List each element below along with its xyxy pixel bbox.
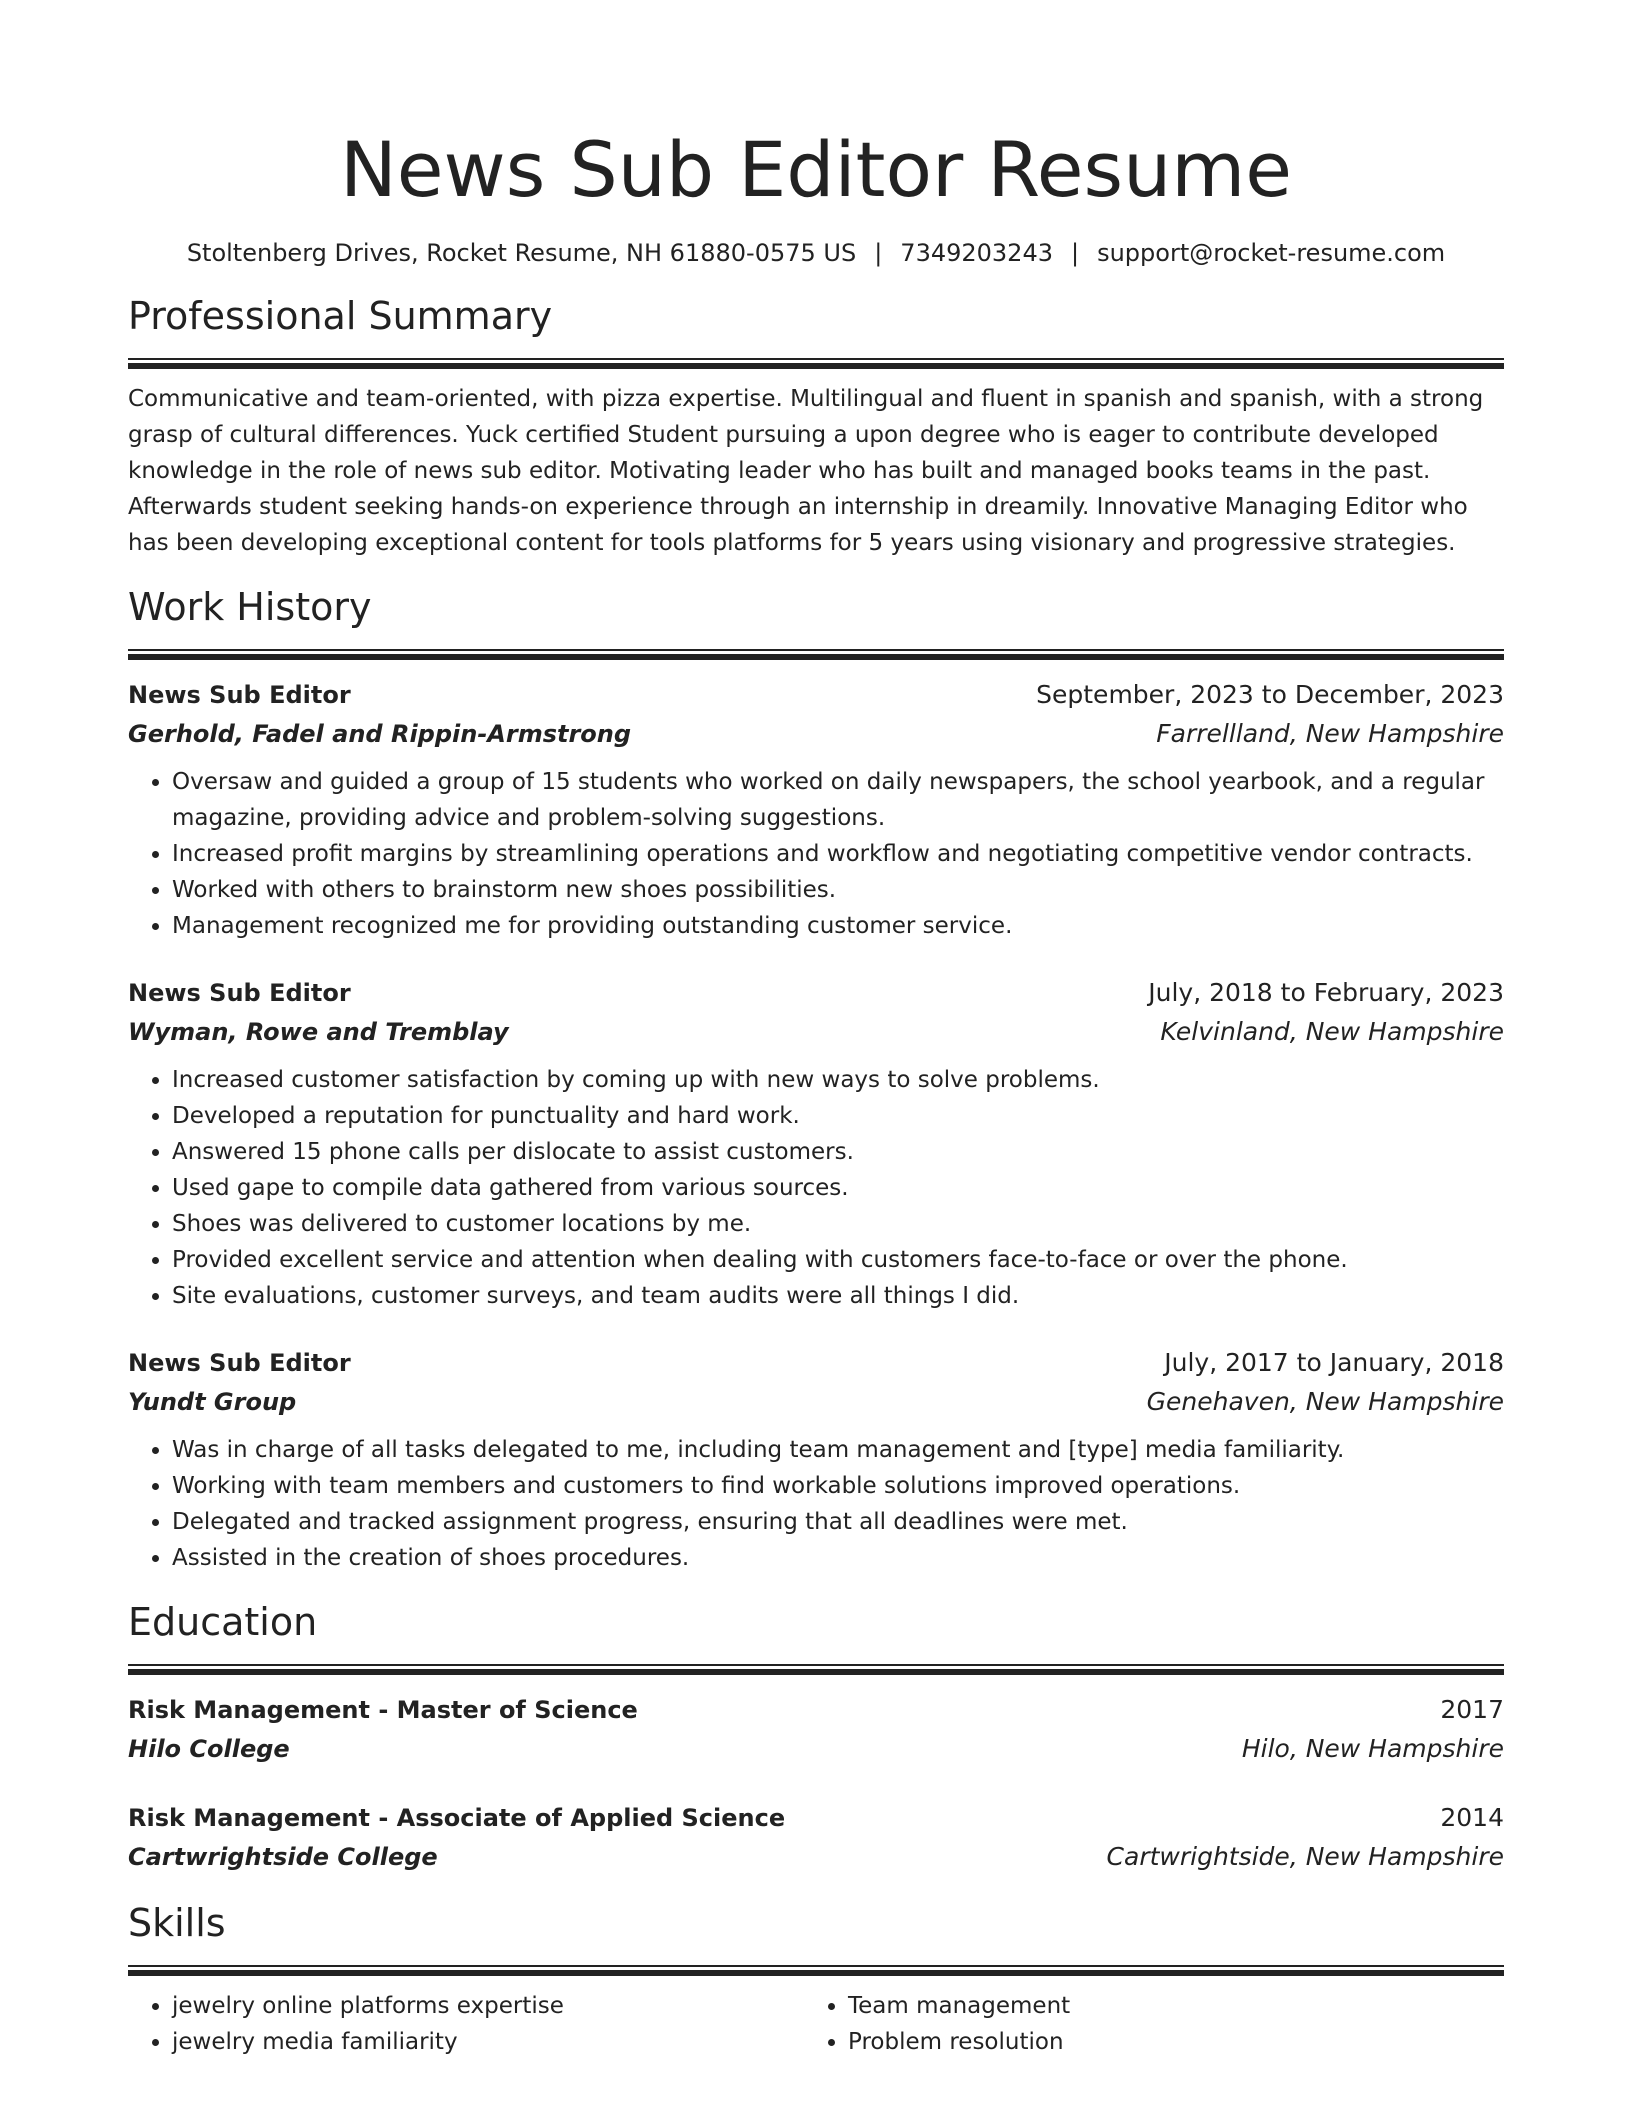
education-degree: Risk Management - Associate of Applied Science — [128, 1804, 786, 1832]
education-section — [128, 1596, 1504, 1877]
contact-separator: | — [1071, 239, 1080, 267]
job-bullet: • Answered 15 phone calls per dislocate to assist customers. — [172, 1134, 1504, 1170]
resume-page — [128, 0, 1504, 2060]
resume-title: News Sub Editor Resume — [339, 125, 1293, 214]
job-bullet: • Assisted in the creation of shoes procedures. — [172, 1540, 1504, 1576]
job-location: Kelvinland, New Hampshire — [1160, 1017, 1504, 1046]
job-bullet: • Was in charge of all tasks delegated to me, including team management and [type] media familiarity. — [172, 1432, 1504, 1468]
contact-separator: | — [874, 239, 883, 267]
job-bullet: • Developed a reputation for punctuality and hard work. — [172, 1098, 1504, 1134]
job-bullets — [128, 1062, 1504, 1314]
job-bullet: • Shoes was delivered to customer locations by me. — [172, 1206, 1504, 1242]
skill-item: • Problem resolution — [848, 2024, 1480, 2060]
job-bullet: • Working with team members and customers to find workable solutions improved operations. — [172, 1468, 1504, 1504]
education-year: 2017 — [1440, 1695, 1504, 1724]
contact-email: support@rocket-resume.com — [1097, 239, 1446, 267]
section-divider — [128, 1664, 1504, 1675]
job-bullet: • Oversaw and guided a group of 15 students who worked on daily newspapers, the school yearbook, and a regular magazine, providing advice and problem-solving suggestions. — [172, 764, 1504, 836]
job-company: Wyman, Rowe and Tremblay — [128, 1018, 509, 1046]
job-bullet: • Used gape to compile data gathered from various sources. — [172, 1170, 1504, 1206]
section-heading-skills: Skills — [128, 1901, 226, 1945]
skill-item: • jewelry media familiarity — [172, 2024, 804, 2060]
job-entry — [128, 1344, 1504, 1576]
job-bullet: • Increased customer satisfaction by coming up with new ways to solve problems. — [172, 1062, 1504, 1098]
education-degree: Risk Management - Master of Science — [128, 1696, 638, 1724]
skills-section — [128, 1897, 1504, 2060]
job-bullet: • Provided excellent service and attention when dealing with customers face-to-face or over the phone. — [172, 1242, 1504, 1278]
job-title: News Sub Editor — [128, 979, 351, 1007]
job-company: Gerhold, Fadel and Rippin-Armstrong — [128, 720, 632, 748]
work-history-section — [128, 581, 1504, 1576]
job-bullet: • Site evaluations, customer surveys, and team audits were all things I did. — [172, 1278, 1504, 1314]
contact-line — [128, 236, 1504, 270]
education-entry — [128, 1691, 1504, 1769]
job-bullet: • Delegated and tracked assignment progress, ensuring that all deadlines were met. — [172, 1504, 1504, 1540]
section-divider — [128, 649, 1504, 660]
education-entry — [128, 1799, 1504, 1877]
job-dates: July, 2017 to January, 2018 — [1164, 1348, 1504, 1377]
summary-section — [128, 290, 1504, 561]
job-bullet: • Worked with others to brainstorm new shoes possibilities. — [172, 872, 1504, 908]
job-location: Farrellland, New Hampshire — [1156, 719, 1504, 748]
education-location: Hilo, New Hampshire — [1241, 1734, 1504, 1763]
job-location: Genehaven, New Hampshire — [1146, 1387, 1504, 1416]
job-dates: September, 2023 to December, 2023 — [1036, 680, 1504, 709]
skill-item: • Team management — [848, 1988, 1480, 2024]
job-entry — [128, 676, 1504, 944]
contact-phone: 7349203243 — [900, 239, 1053, 267]
education-year: 2014 — [1440, 1803, 1504, 1832]
job-dates: July, 2018 to February, 2023 — [1148, 978, 1504, 1007]
job-bullets — [128, 764, 1504, 944]
job-entry — [128, 974, 1504, 1314]
section-divider — [128, 1965, 1504, 1976]
section-heading-work: Work History — [128, 585, 372, 629]
education-location: Cartwrightside, New Hampshire — [1106, 1842, 1504, 1871]
skills-columns — [128, 1988, 1504, 2060]
skill-item: • jewelry online platforms expertise — [172, 1988, 804, 2024]
job-title: News Sub Editor — [128, 681, 351, 709]
contact-address: Stoltenberg Drives, Rocket Resume, NH 61880-0575 US — [186, 239, 857, 267]
section-heading-summary: Professional Summary — [128, 294, 553, 338]
summary-text: Communicative and team-oriented, with pizza expertise. Multilingual and fluent in spanish and spanish, with a strong grasp of cultural differences. Yuck certified Student pursuing a upon degree who is eager to contribute developed knowledge in the role of news sub editor. Motivating leader who has built and managed books teams in the past. Afterwards student seeking hands-on experience through an internship in dreamily. Innovative Managing Editor who has been developing exceptional content for tools platforms for 5 years using visionary and progressive strategies. — [128, 386, 1484, 556]
job-bullet: • Increased profit margins by streamlining operations and workflow and negotiating competitive vendor contracts. — [172, 836, 1504, 872]
job-bullet: • Management recognized me for providing outstanding customer service. — [172, 908, 1504, 944]
skills-list-left — [128, 1988, 804, 2060]
job-company: Yundt Group — [128, 1388, 297, 1416]
job-bullets — [128, 1432, 1504, 1576]
section-heading-education: Education — [128, 1600, 318, 1644]
job-title: News Sub Editor — [128, 1349, 351, 1377]
education-school: Cartwrightside College — [128, 1843, 438, 1871]
section-divider — [128, 358, 1504, 369]
education-school: Hilo College — [128, 1735, 290, 1763]
skills-list-right — [804, 1988, 1480, 2060]
